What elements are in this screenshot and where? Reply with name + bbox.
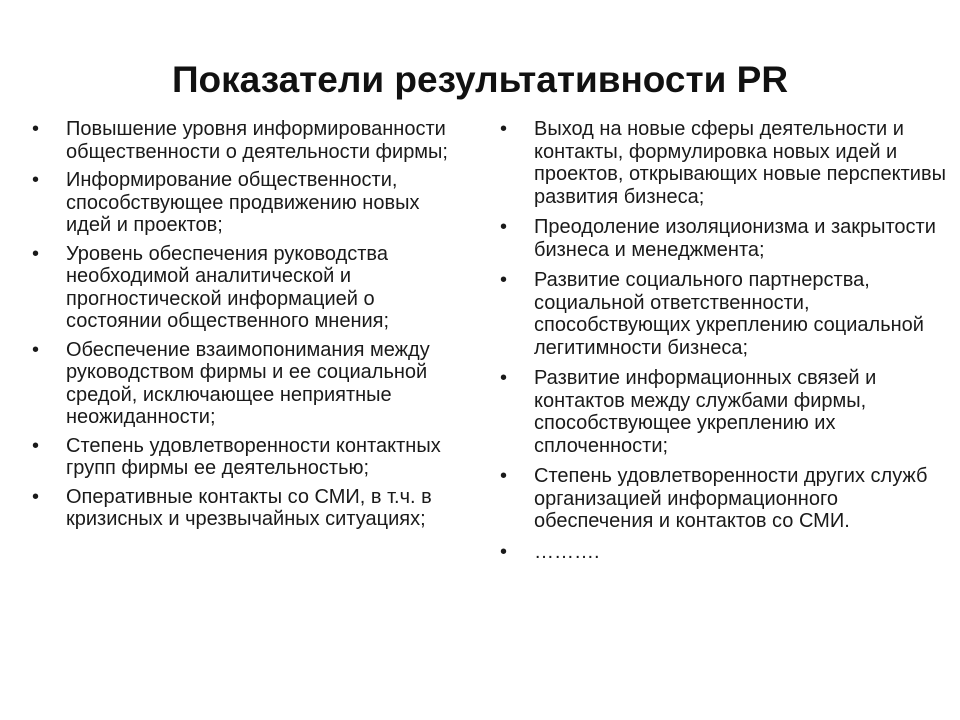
bullet-icon: • xyxy=(32,338,40,361)
bullet-icon: • xyxy=(500,216,508,238)
bullet-icon: • xyxy=(500,269,508,291)
bullet-icon: • xyxy=(32,118,40,140)
list-item-text: Обеспечение взаимопонимания между руководством фирмы и ее социальной средой, исключающее неприятные неожиданности; xyxy=(66,338,430,428)
bullet-icon: • xyxy=(32,242,40,265)
list-item xyxy=(28,435,460,480)
list-item xyxy=(28,243,460,333)
list-item xyxy=(496,118,946,208)
right-bullet-list xyxy=(496,118,946,563)
list-item xyxy=(496,269,946,359)
list-item xyxy=(496,541,946,564)
list-item-text: ………. xyxy=(534,540,600,563)
list-item-text: Преодоление изоляционизма и закрытости бизнеса и менеджмента; xyxy=(534,216,936,261)
list-item-text: Степень удовлетворенности контактных групп фирмы ее деятельностью; xyxy=(66,434,441,479)
bullet-icon: • xyxy=(500,540,508,563)
right-column xyxy=(496,118,946,571)
list-item-text: Развитие информационных связей и контактов между службами фирмы, способствующее укреплению их сплоченности; xyxy=(534,367,877,457)
list-item-text: Уровень обеспечения руководства необходимой аналитической и прогностической информацией о состоянии общественного мнения; xyxy=(66,242,390,332)
list-item xyxy=(496,465,946,533)
list-item-text: Повышение уровня информированности общественности о деятельности фирмы; xyxy=(66,118,448,163)
list-item xyxy=(28,486,460,531)
list-item-text: Информирование общественности, способствующее продвижению новых идей и проектов; xyxy=(66,169,420,236)
left-bullet-list xyxy=(28,118,460,531)
bullet-icon: • xyxy=(32,485,40,508)
bullet-icon: • xyxy=(500,367,508,389)
list-item xyxy=(496,216,946,261)
bullet-icon: • xyxy=(32,434,40,457)
list-item-text: Оперативные контакты со СМИ, в т.ч. в кризисных и чрезвычайных ситуациях; xyxy=(66,485,432,530)
bullet-icon: • xyxy=(500,118,508,140)
list-item xyxy=(28,339,460,429)
list-item-text: Развитие социального партнерства, социальной ответственности, способствующих укреплению социальной легитимности бизнеса; xyxy=(534,269,924,359)
list-item xyxy=(28,118,460,163)
list-item xyxy=(496,367,946,457)
list-item-text: Выход на новые сферы деятельности и контакты, формулировка новых идей и проектов, открывающих новые перспективы развития бизнеса; xyxy=(534,118,946,208)
bullet-icon: • xyxy=(32,169,40,191)
list-item-text: Степень удовлетворенности других служб организацией информационного обеспечения и контактов со СМИ. xyxy=(534,465,928,532)
slide-title: Показатели результативности PR xyxy=(171,59,789,100)
list-item xyxy=(28,169,460,237)
bullet-icon: • xyxy=(500,465,508,487)
left-column xyxy=(28,118,460,537)
